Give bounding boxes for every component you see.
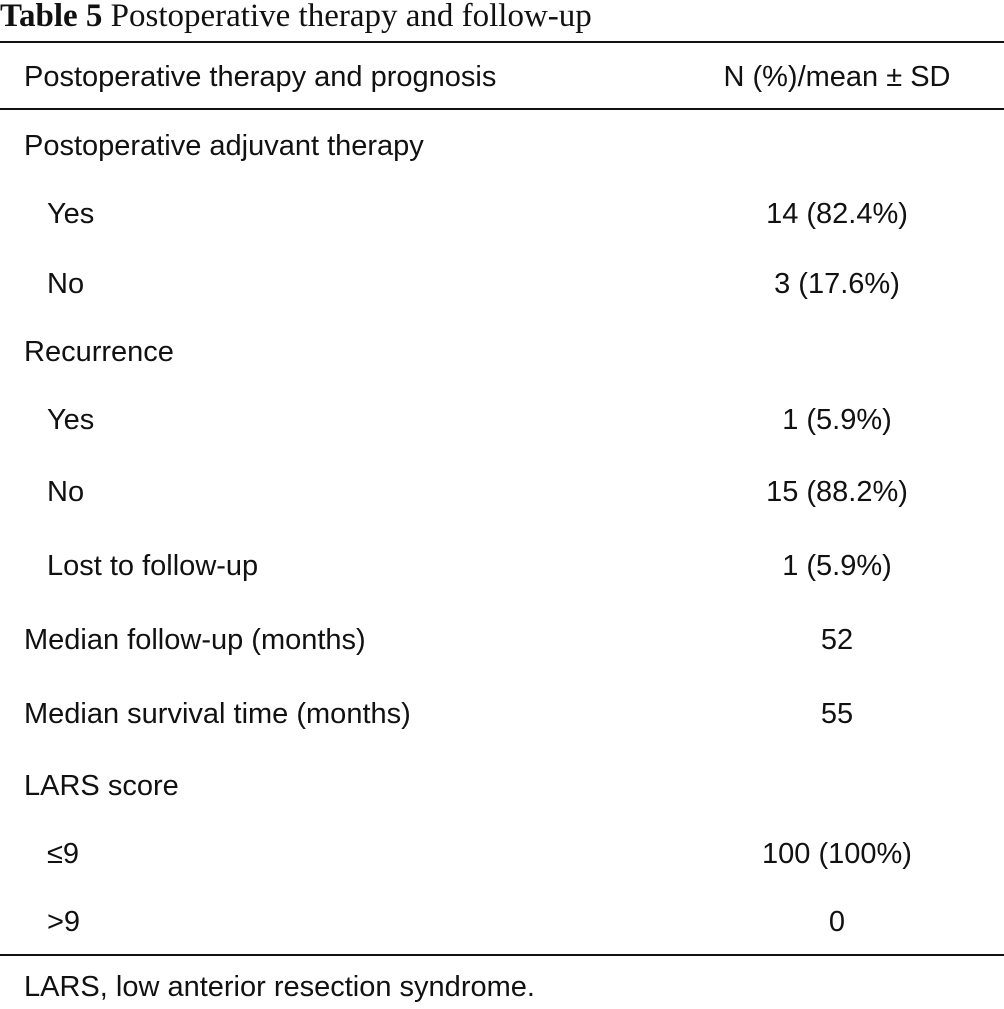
header-row: [0, 55, 1004, 99]
top-rule: [0, 41, 1004, 43]
row-value: 1 (5.9%): [782, 404, 892, 436]
table-row: [0, 618, 1004, 662]
row-label: LARS score: [24, 770, 179, 802]
table-row: [0, 262, 1004, 306]
table-row: [0, 832, 1004, 876]
header-rule: [0, 108, 1004, 110]
header-col-value: N (%)/mean ± SD: [723, 61, 951, 93]
table-row: [0, 398, 1004, 442]
row-label: Yes: [47, 198, 95, 230]
row-label: ≤9: [47, 838, 80, 870]
table-row: [0, 330, 1004, 374]
table-row: [0, 544, 1004, 588]
row-value: 55: [820, 698, 854, 730]
row-value: 0: [828, 906, 846, 938]
bottom-rule: [0, 954, 1004, 956]
row-value: 14 (82.4%): [766, 198, 908, 230]
table-row: [0, 900, 1004, 944]
row-label: Lost to follow-up: [47, 550, 259, 582]
row-value: 3 (17.6%): [774, 268, 900, 300]
row-label: Recurrence: [24, 336, 174, 368]
table-row: [0, 764, 1004, 808]
row-label: Postoperative adjuvant therapy: [24, 130, 424, 162]
table-footnote: LARS, low anterior resection syndrome.: [24, 971, 535, 1003]
table-title: Postoperative therapy and follow-up: [110, 0, 592, 34]
row-label: Median follow-up (months): [24, 624, 366, 656]
row-label: >9: [47, 906, 81, 938]
table-row: [0, 470, 1004, 514]
row-label: No: [47, 476, 85, 508]
row-label: Yes: [47, 404, 95, 436]
table-row: [0, 124, 1004, 168]
row-value: 1 (5.9%): [782, 550, 892, 582]
table-row: [0, 692, 1004, 736]
table-number: Table 5: [0, 0, 103, 34]
row-value: 100 (100%): [762, 838, 912, 870]
row-value: 52: [820, 624, 854, 656]
row-label: No: [47, 268, 85, 300]
table-caption: [0, 0, 592, 36]
table-row: [0, 192, 1004, 236]
row-label: Median survival time (months): [24, 698, 411, 730]
header-col-therapy: Postoperative therapy and prognosis: [24, 61, 497, 93]
row-value: 15 (88.2%): [766, 476, 908, 508]
